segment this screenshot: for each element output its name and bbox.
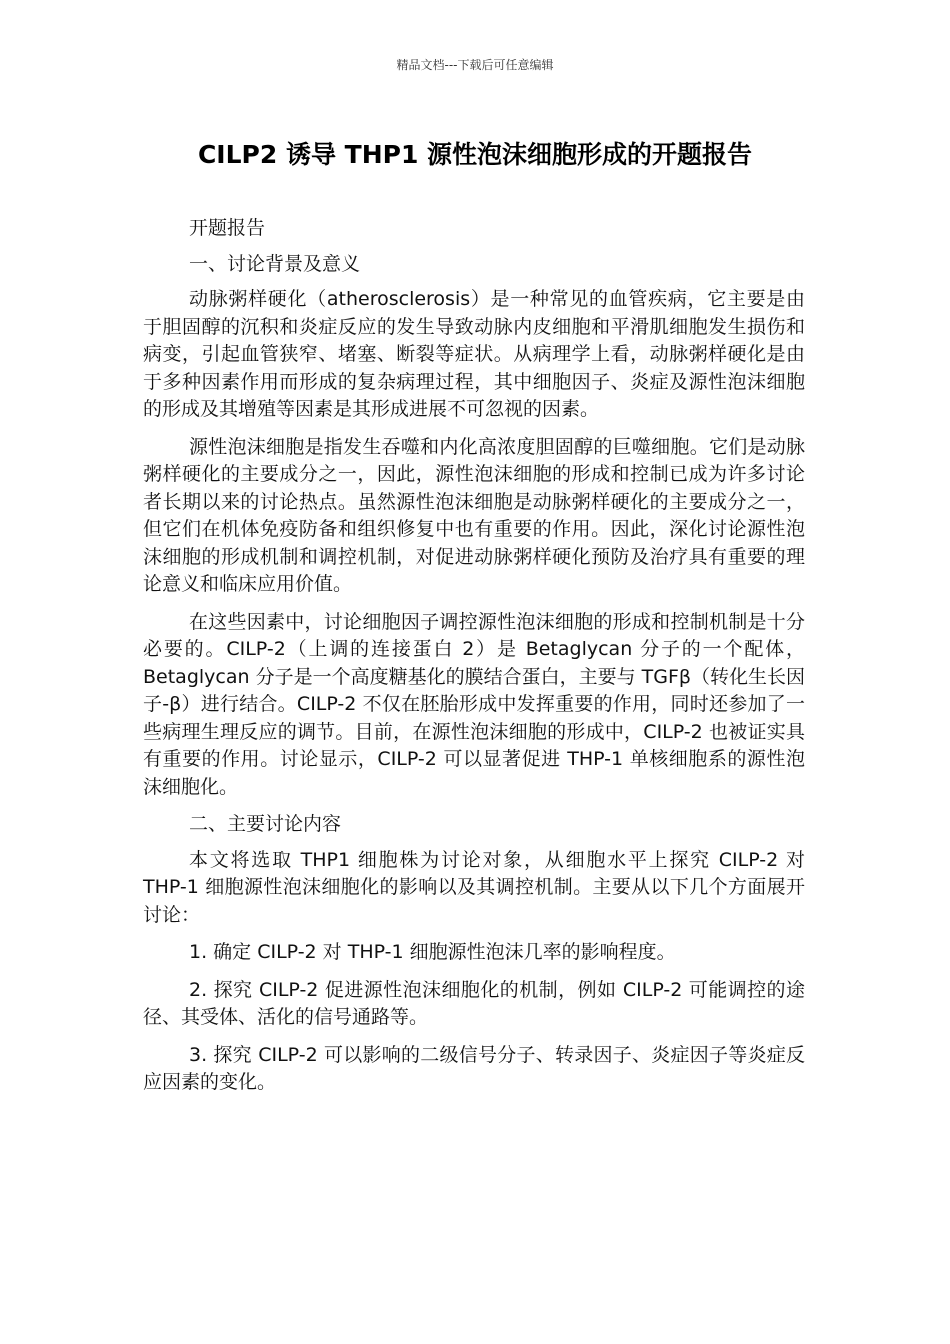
list-item-2: 2. 探究 CILP-2 促进源性泡沫细胞化的机制，例如 CILP-2 可能调控的途径、其受体、活化的信号通路等。 (143, 978, 805, 1028)
list-item-3: 3. 探究 CILP-2 可以影响的二级信号分子、转录因子、炎症因子等炎症反应因素的变化。 (143, 1043, 805, 1093)
paragraph-foam-cells: 源性泡沫细胞是指发生吞噬和内化高浓度胆固醇的巨噬细胞。它们是动脉粥样硬化的主要成分之一，因此，源性泡沫细胞的形成和控制已成为许多讨论者长期以来的讨论热点。虽然源性泡沫细胞是动脉粥样硬化的主要成分之一，但它们在机体免疫防备和组织修复中也有重要的作用。因此，深化讨论源性泡沫细胞的形成机制和调控机制，对促进动脉粥样硬化预防及治疗具有重要的理论意义和临床应用价值。 (143, 435, 805, 595)
list-item-1: 1. 确定 CILP-2 对 THP-1 细胞源性泡沫几率的影响程度。 (189, 941, 676, 963)
section-heading-content: 二、主要讨论内容 (189, 813, 342, 835)
paragraph-atherosclerosis: 动脉粥样硬化（atherosclerosis）是一种常见的血管疾病，它主要是由于胆固醇的沉积和炎症反应的发生导致动脉内皮细胞和平滑肌细胞发生损伤和病变，引起血管狭窄、堵塞、断裂等症状。从病理学上看，动脉粥样硬化是由于多种因素作用而形成的复杂病理过程，其中细胞因子、炎症及源性泡沫细胞的形成及其增殖等因素是其形成进展不可忽视的因素。 (143, 288, 805, 420)
document-title: CILP2 诱导 THP1 源性泡沫细胞形成的开题报告 (197, 140, 753, 169)
paragraph-cilp2: 在这些因素中，讨论细胞因子调控源性泡沫细胞的形成和控制机制是十分必要的。CILP-2（上调的连接蛋白 2）是 Betaglycan 分子的一个配体，Betaglycan 分子是一个高度糖基化的膜结合蛋白，主要与 TGFβ（转化生长因子-β）进行结合。CILP-2 不仅在胚胎形成中发挥重要的作用，同时还参加了一些病理生理反应的调节。目前，在源性泡沫细胞的形成中，CILP-2 也被证实具有重要的作用。讨论显示，CILP-2 可以显著促进 THP-1 单核细胞系的源性泡沫细胞化。 (143, 610, 805, 798)
section-label-proposal: 开题报告 (189, 217, 266, 239)
section-heading-background: 一、讨论背景及意义 (189, 252, 361, 275)
paragraph-research-plan: 本文将选取 THP1 细胞株为讨论对象，从细胞水平上探究 CILP-2 对 THP-1 细胞源性泡沫细胞化的影响以及其调控机制。主要从以下几个方面展开讨论： (143, 848, 805, 926)
document-body (143, 215, 805, 1107)
page-header-note: 精品文档---下载后可任意编辑 (396, 58, 554, 72)
